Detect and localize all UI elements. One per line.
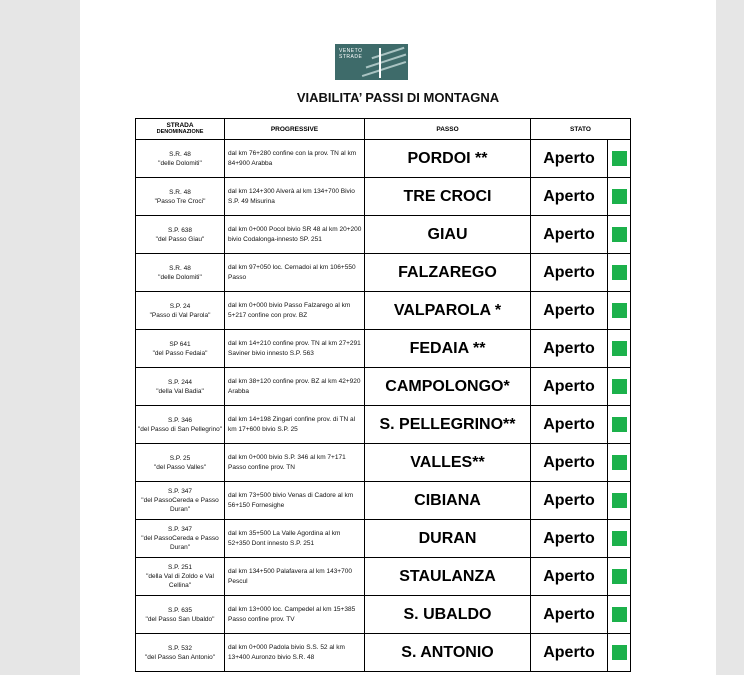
road-code: SP 641 [169,340,191,348]
road-cell [136,140,225,178]
road-name: "del Passo San Ubaldo" [145,615,215,623]
progressive-cell: dal km 124+300 Alverà al km 134+700 Bivio S.P. 49 Misurina [225,178,365,216]
status-indicator-cell [608,178,631,216]
status-open-indicator [612,531,627,546]
logo-stripe [362,61,406,77]
status-open-indicator [612,645,627,660]
road-code: S.P. 25 [169,454,191,462]
veneto-strade-logo [335,44,408,80]
status-open-indicator [612,607,627,622]
table-row [136,292,631,330]
logo-line-1: VENETO [339,48,363,54]
pass-name: S. PELLEGRINO** [365,406,531,444]
status-text: Aperto [531,292,608,330]
road-cell [136,254,225,292]
status-indicator-cell [608,634,631,672]
status-indicator-cell [608,520,631,558]
progressive-cell: dal km 13+000 loc. Campedel al km 15+385 Passo confine prov. TV [225,596,365,634]
table-row [136,178,631,216]
status-open-indicator [612,455,627,470]
road-name: "Passo Tre Croci" [154,197,206,205]
status-indicator-cell [608,254,631,292]
road-name: "delle Dolomiti" [158,273,202,281]
pass-name: S. UBALDO [365,596,531,634]
status-open-indicator [612,379,627,394]
page-title: VIABILITA’ PASSI DI MONTAGNA [296,90,500,105]
table-row [136,634,631,672]
table-row [136,444,631,482]
table-row [136,330,631,368]
status-indicator-cell [608,558,631,596]
road-code: S.P. 532 [167,644,193,652]
road-code: S.P. 251 [167,564,193,571]
status-open-indicator [612,189,627,204]
table-row [136,368,631,406]
table-header-row [136,119,631,140]
progressive-cell: dal km 73+500 bivio Venas di Cadore al km 56+150 Fornesighe [225,482,365,520]
pass-name: VALLES** [365,444,531,482]
logo-stripe [379,48,381,78]
progressive-cell: dal km 0+000 bivio Passo Falzarego al km 5+217 confine con prov. BZ [225,292,365,330]
status-open-indicator [612,569,627,584]
status-text: Aperto [531,520,608,558]
pass-name: CAMPOLONGO* [365,368,531,406]
table-row [136,140,631,178]
road-cell [136,178,225,216]
table-row [136,520,631,558]
progressive-cell: dal km 14+210 confine prov. TN al km 27+291 Saviner bivio innesto S.P. 563 [225,330,365,368]
road-code: S.R. 48 [169,188,191,196]
table-row [136,558,631,596]
progressive-cell: dal km 35+500 La Valle Agordina al km 52+350 Dont innesto S.P. 251 [225,520,365,558]
progressive-cell: dal km 97+050 loc. Cernadoi al km 106+550 Passo [225,254,365,292]
road-code: S.P. 347 [167,488,193,495]
road-name: "del Passo Fedaia" [152,349,208,357]
road-code: S.P. 635 [167,606,193,614]
header-strada-label: STRADA [166,122,194,129]
table-row [136,596,631,634]
progressive-cell: dal km 38+120 confine prov. BZ al km 42+920 Arabba [225,368,365,406]
status-open-indicator [612,151,627,166]
status-open-indicator [612,493,627,508]
header-denominazione-label: DENOMINAZIONE [156,129,204,135]
status-indicator-cell [608,444,631,482]
status-text: Aperto [531,444,608,482]
status-text: Aperto [531,330,608,368]
road-cell [136,634,225,672]
status-open-indicator [612,265,627,280]
pass-name: PORDOI ** [365,140,531,178]
pass-name: DURAN [365,520,531,558]
document-page [80,0,716,675]
status-indicator-cell [608,482,631,520]
progressive-cell: dal km 0+000 Padola bivio S.S. 52 al km 13+400 Auronzo bivio S.R. 48 [225,634,365,672]
road-code: S.R. 48 [169,264,191,272]
road-code: S.P. 347 [167,526,193,533]
road-name: "del Passo Giau" [155,235,205,243]
status-indicator-cell [608,330,631,368]
status-open-indicator [612,341,627,356]
status-open-indicator [612,227,627,242]
logo-line-2: STRADE [339,54,363,60]
status-text: Aperto [531,596,608,634]
road-name: "della Val Badia" [156,387,204,395]
status-text: Aperto [531,634,608,672]
pass-name: VALPAROLA * [365,292,531,330]
road-name: "del Passo di San Pellegrino" [137,425,223,433]
status-text: Aperto [531,482,608,520]
table-row [136,254,631,292]
status-indicator-cell [608,596,631,634]
table-row [136,216,631,254]
status-indicator-cell [608,140,631,178]
header-progressive: PROGRESSIVE [225,119,365,140]
road-cell [136,406,225,444]
status-text: Aperto [531,368,608,406]
progressive-cell: dal km 14+198 Zingari confine prov. di TN al km 17+600 bivio S.P. 25 [225,406,365,444]
road-name: "del Passo Valles" [153,463,207,471]
status-text: Aperto [531,178,608,216]
status-open-indicator [612,417,627,432]
road-cell [136,216,225,254]
header-stato: STATO [531,119,631,140]
header-passo: PASSO [365,119,531,140]
pass-name: TRE CROCI [365,178,531,216]
status-open-indicator [612,303,627,318]
status-text: Aperto [531,558,608,596]
road-code: S.P. 24 [169,302,191,310]
road-code: S.P. 346 [167,416,193,424]
pass-name: STAULANZA [365,558,531,596]
road-cell [136,558,225,596]
road-name: "del PassoCereda e Passo Duran" [141,535,219,551]
road-cell [136,444,225,482]
status-text: Aperto [531,140,608,178]
road-cell [136,520,225,558]
road-name: "Passo di Val Parola" [149,311,211,319]
table-row [136,482,631,520]
road-cell [136,292,225,330]
progressive-cell: dal km 0+000 bivio S.P. 346 al km 7+171 Passo confine prov. TN [225,444,365,482]
road-code: S.P. 638 [167,226,193,234]
logo-text [339,48,362,60]
pass-name: CIBIANA [365,482,531,520]
road-cell [136,596,225,634]
road-name: "delle Dolomiti" [158,159,202,167]
status-indicator-cell [608,406,631,444]
road-code: S.P. 244 [167,378,193,386]
road-name: "del PassoCereda e Passo Duran" [141,497,219,513]
road-name: "del Passo San Antonio" [144,653,216,661]
road-cell [136,482,225,520]
status-text: Aperto [531,216,608,254]
pass-name: FEDAIA ** [365,330,531,368]
road-cell [136,368,225,406]
pass-name: GIAU [365,216,531,254]
road-code: S.R. 48 [169,150,191,158]
road-cell [136,330,225,368]
passes-table [135,118,631,672]
status-text: Aperto [531,254,608,292]
table-row [136,406,631,444]
status-indicator-cell [608,368,631,406]
pass-name: FALZAREGO [365,254,531,292]
status-indicator-cell [608,292,631,330]
pass-name: S. ANTONIO [365,634,531,672]
road-name: "della Val di Zoldo e Val Cellina" [146,573,214,589]
progressive-cell: dal km 134+500 Palafavera al km 143+700 Pescul [225,558,365,596]
status-text: Aperto [531,406,608,444]
header-strada [136,119,225,140]
status-indicator-cell [608,216,631,254]
progressive-cell: dal km 0+000 Pocol bivio SR 48 al km 20+200 bivio Codalonga-innesto SP. 251 [225,216,365,254]
progressive-cell: dal km 76+280 confine con la prov. TN al km 84+900 Arabba [225,140,365,178]
